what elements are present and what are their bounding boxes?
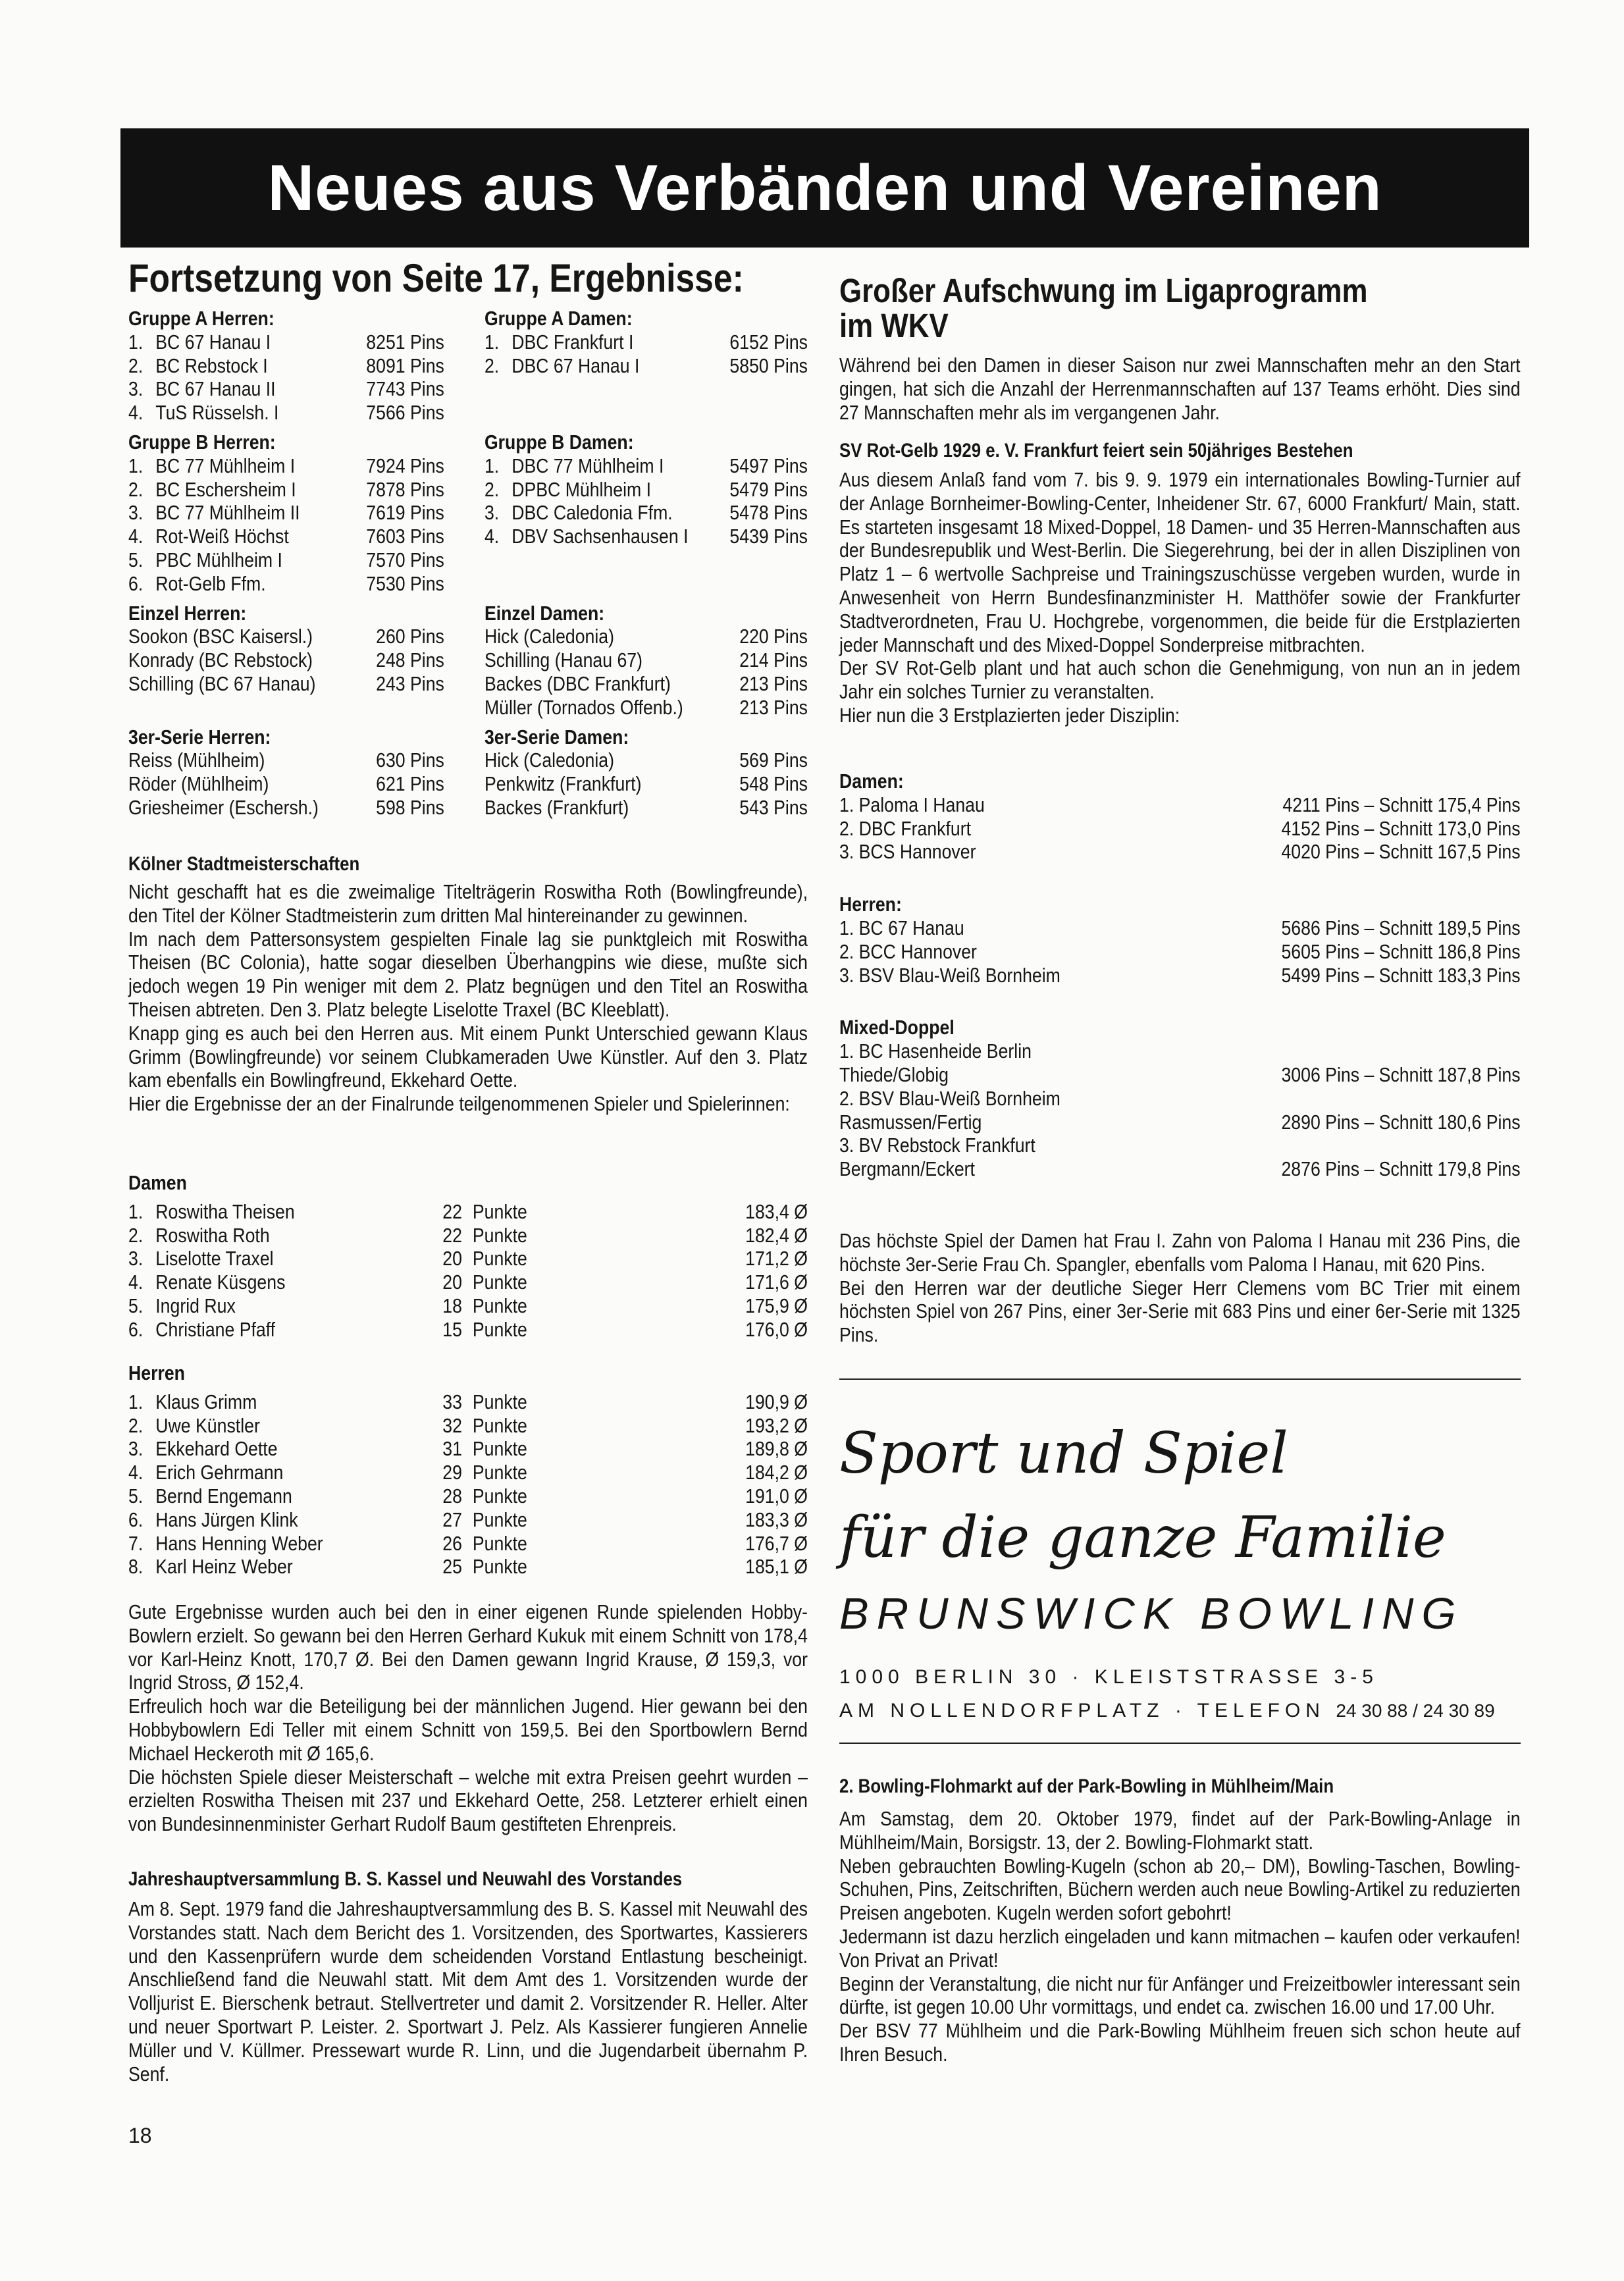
pins: 5850 Pins [729,354,808,377]
team-name: Rasmussen/Fertig [839,1110,982,1134]
pins: 5478 Pins [729,501,808,525]
table-row [839,1087,1521,1111]
table-row [485,501,808,525]
table-row [485,796,808,820]
rank: 3. [128,1247,144,1271]
rank: 2. [128,477,144,501]
paragraph: Der BSV 77 Mühlheim und die Park-Bowling Mühlheim freuen sich schon heute auf Ihren Besuch. [839,2019,1521,2066]
table-row [839,1157,1521,1181]
ad-phone: 24 30 88 / 24 30 89 [1336,1700,1495,1721]
page-number: 18 [128,2124,152,2147]
table-row [128,625,444,648]
group-title: Mixed-Doppel [839,1016,955,1039]
team-name: BC 67 Hanau II [155,377,276,401]
sv-closing-text [839,1229,1521,1347]
table-row [128,1484,808,1508]
results-group [128,431,444,596]
points: 32 [442,1413,462,1437]
rank: 4. [128,1271,144,1294]
koelner-more-text [128,1600,808,1836]
results-group [485,307,808,377]
player-name: Uwe Künstler [155,1413,260,1437]
result: 4152 Pins – Schnitt 173,0 Pins [1281,816,1521,840]
rank: 5. [128,1294,144,1317]
paragraph: Neben gebrauchten Bowling-Kugeln (schon ab 20,– DM), Bowling-Taschen, Bowling-Schuhen, Pins, Zeitschriften, Büchern werden auch neue Bowling-Artikel zu reduzierten Preisen angeboten. Kugeln werden sofort gebohrt! [839,1854,1521,1925]
pins: 543 Pins [739,795,808,819]
results-section [128,431,808,596]
results-group [128,725,444,820]
table-row [128,772,444,796]
results-group [485,725,808,820]
pins: 7570 Pins [366,548,444,571]
average: 183,3 Ø [745,1508,808,1531]
table-row [128,796,444,820]
team-name: DBC 77 Mühlheim I [511,454,664,477]
pins: 8251 Pins [366,330,444,354]
average: 171,6 Ø [745,1271,808,1294]
team-name: 1. BC Hasenheide Berlin [839,1039,1032,1063]
group-title: Herren: [839,893,902,916]
pins: 569 Pins [739,748,808,772]
points-unit: Punkte [472,1413,527,1437]
pins: 7878 Pins [366,477,444,501]
rank: 2. [128,354,144,377]
table-row [485,672,808,696]
sv-heading: SV Rot-Gelb 1929 e. V. Frankfurt feiert sein 50jähriges Bestehen [839,440,1353,461]
ad-brand: BRUNSWICK BOWLING [839,1589,1464,1639]
table-row [128,1271,808,1294]
koelner-heading: Kölner Stadtmeisterschaften [128,853,360,875]
rank: 4. [128,1461,144,1484]
banner-title: Neues aus Verbänden und Vereinen [267,151,1382,224]
points: 25 [442,1555,462,1579]
average: 191,0 Ø [745,1484,808,1508]
points-unit: Punkte [472,1271,527,1294]
results-group [485,602,808,720]
ad-address: 1000 BERLIN 30 · KLEISTSTRASSE 3-5 [839,1666,1378,1688]
points: 22 [442,1199,462,1223]
player-name: Klaus Grimm [155,1390,257,1413]
rank: 4. [128,401,144,425]
rank: 3. [128,377,144,401]
sv-results [839,770,1521,1181]
team-name: Sookon (BSC Kaisersl.) [128,625,313,648]
player-name: Renate Küsgens [155,1271,286,1294]
pins: 5479 Pins [729,477,808,501]
table-row [128,354,444,378]
player-name: Roswitha Roth [155,1223,270,1247]
player-name: Roswitha Theisen [155,1199,295,1223]
average: 183,4 Ø [745,1199,808,1223]
paragraph: Im nach dem Pattersonsystem gespielten Finale lag sie punktgleich mit Roswitha Theisen (BC Colonia), hatte sogar dieselben Überhangpins wie diese, mußte sich jedoch wegen 19 Pin weniger mit dem 2. Platz begnügen und den Titel an Roswitha Theisen abtreten. Den 3. Platz belegte Liselotte Traxel (BC Kleeblatt). [128,927,808,1021]
table-row [128,1532,808,1556]
points: 20 [442,1271,462,1294]
table-row [128,1224,808,1247]
points-unit: Punkte [472,1461,527,1484]
divider [839,1743,1521,1744]
pins: 630 Pins [376,748,444,772]
kassel-text [128,1897,808,2085]
average: 171,2 Ø [745,1247,808,1271]
wkv-text [839,354,1521,424]
ad-slogan-line2: für die ganze Familie [839,1505,1446,1571]
table-row [128,525,444,548]
average: 176,0 Ø [745,1317,808,1341]
team-name: DBC Frankfurt I [511,330,634,354]
pins: 213 Pins [739,671,808,695]
points: 22 [442,1223,462,1247]
result: 5499 Pins – Schnitt 183,3 Pins [1281,963,1521,987]
table-row [128,454,444,478]
pins: 7924 Pins [366,454,444,477]
table-row [485,748,808,772]
rank: 2. [484,354,500,377]
rank: 2. [128,1223,144,1247]
rank: 8. [128,1555,144,1579]
rank: 1. [128,1199,144,1223]
paragraph: Hier nun die 3 Erstplazierten jeder Disziplin: [839,703,1180,727]
flohmarkt-heading: 2. Bowling-Flohmarkt auf der Park-Bowling in Mühlheim/Main [839,1775,1334,1797]
points-unit: Punkte [472,1484,527,1508]
sv-text [839,468,1521,727]
results-section [128,602,808,720]
group-title: 3er-Serie Herren: [128,725,271,748]
results-group [839,770,1521,864]
player-name: Christiane Pfaff [155,1317,276,1341]
table-row [128,672,444,696]
player-name: Ingrid Rux [155,1294,236,1317]
table-row [128,1461,808,1484]
team-name: BC Rebstock I [155,354,268,377]
points-unit: Punkte [472,1437,527,1461]
average: 193,2 Ø [745,1413,808,1437]
rank: 1. [128,1390,144,1413]
results-group [839,893,1521,987]
pins: 598 Pins [376,795,444,819]
paragraph: Während bei den Damen in dieser Saison nur zwei Mannschaften mehr an den Start gingen, hat sich die Anzahl der Herrenmannschaften auf 137 Teams erhöht. Dies sind 27 Mannschaften mehr als im vergangenen Jahr. [839,354,1521,424]
group-title: Gruppe B Damen: [484,431,634,454]
table-row [128,548,444,572]
team-name: Schilling (BC 67 Hanau) [128,671,316,695]
divider [839,1378,1521,1380]
pins: 5497 Pins [729,454,808,477]
table-row [839,793,1521,817]
average: 190,9 Ø [745,1390,808,1413]
team-name: TuS Rüsselsh. I [155,401,279,425]
group-title: Damen: [839,770,904,793]
pins: 7530 Pins [366,571,444,595]
points: 26 [442,1531,462,1555]
table-row [128,1318,808,1342]
table-title: Herren [128,1361,185,1384]
points-unit: Punkte [472,1223,527,1247]
paragraph: Bei den Herren war der deutliche Sieger Herr Clemens vom BC Trier mit einem höchsten Spiel von 267 Pins, einer 3er-Serie mit 683 Pins und einer 6er-Serie mit 1325 Pins. [839,1276,1521,1347]
player-name: Karl Heinz Weber [155,1555,293,1579]
results-tables [128,307,808,820]
team-name: Hick (Caledonia) [484,625,615,648]
result: 2876 Pins – Schnitt 179,8 Pins [1281,1157,1521,1181]
table-row [839,1063,1521,1087]
points-unit: Punkte [472,1555,527,1579]
table-row [839,1039,1521,1063]
group-title: Gruppe A Herren: [128,307,275,330]
table-row [128,1390,808,1414]
results-section [128,307,808,425]
average: 189,8 Ø [745,1437,808,1461]
paragraph: Erfreulich hoch war die Beteiligung bei der männlichen Jugend. Hier gewann bei den Hobbybowlern Edi Teller mit einem Schnitt von 159,5. Bei den Sportbowlern Bernd Michael Heckeroth mit Ø 165,6. [128,1694,808,1765]
table-row [485,354,808,378]
result: 3006 Pins – Schnitt 187,8 Pins [1281,1062,1521,1086]
team-name: 1. BC 67 Hanau [839,916,964,939]
team-name: DBC Caledonia Ffm. [511,501,673,525]
pins: 260 Pins [376,625,444,648]
points-unit: Punkte [472,1508,527,1531]
wkv-heading: Großer Aufschwung im Ligaprogramm im WKV [839,272,1368,344]
table-row [128,1200,808,1224]
paragraph: Knapp ging es auch bei den Herren aus. Mit einem Punkt Unterschied gewann Klaus Grimm (Bowlingfreunde) vor seinem Clubkameraden Uwe Künstler. Auf den 3. Platz kam ebenfalls ein Bowlingfreund, Ekkehard Oette. [128,1021,808,1092]
team-name: Bergmann/Eckert [839,1157,975,1181]
paragraph: Jedermann ist dazu herzlich eingeladen und kann mitmachen – kaufen oder verkaufen! Von Privat an Privat! [839,1924,1521,1972]
paragraph: Die höchsten Spiele dieser Meisterschaft – welche mit extra Preisen geehrt wurden – erzielten Roswitha Theisen mit 237 und Ekkehard Oette, 258. Letzterer erhielt einen von Bundesinnenminister Gerhart Rudolf Baum gestifteten Ehrenpreis. [128,1765,808,1836]
team-name: Rot-Weiß Höchst [155,525,289,548]
ad-slogan-line1: Sport und Spiel [839,1421,1288,1486]
team-name: Backes (Frankfurt) [484,795,629,819]
paragraph: Am Samstag, dem 20. Oktober 1979, findet auf der Park-Bowling-Anlage in Mühlheim/Main, Borsigstr. 13, der 2. Bowling-Flohmarkt statt. [839,1807,1521,1854]
pins: 213 Pins [739,695,808,719]
right-column [839,0,1521,2281]
result: 5686 Pins – Schnitt 189,5 Pins [1281,916,1521,939]
pins: 6152 Pins [729,330,808,354]
rank: 6. [128,1508,144,1531]
paragraph: Gute Ergebnisse wurden auch bei den in einer eigenen Runde spielenden Hobby-Bowlern erzielt. So gewann bei den Herren Gerhard Kukuk mit einem Schnitt von 178,4 vor Karl-Heinz Knott, 170,7 Ø. Bei den Damen gewann Ingrid Krause, Ø 159,3, vor Ingrid Stross, Ø 152,4. [128,1600,808,1694]
rank: 3. [484,501,500,525]
table-row [485,696,808,720]
points: 33 [442,1390,462,1413]
average: 185,1 Ø [745,1555,808,1579]
points-unit: Punkte [472,1531,527,1555]
rank: 1. [128,454,144,477]
kassel-heading: Jahreshauptversammlung B. S. Kassel und Neuwahl des Vorstandes [128,1868,683,1890]
rank: 1. [484,454,500,477]
table-row [128,1294,808,1318]
paragraph: Nicht geschafft hat es die zweimalige Titelträgerin Roswitha Roth (Bowlingfreunde), den Titel der Kölner Stadtmeisterin zum dritten Mal hintereinander zu gewinnen. [128,880,808,927]
pins: 5439 Pins [729,525,808,548]
result: 5605 Pins – Schnitt 186,8 Pins [1281,939,1521,963]
rank: 1. [128,330,144,354]
team-name: 3. BV Rebstock Frankfurt [839,1134,1035,1157]
player-name: Ekkehard Oette [155,1437,278,1461]
points-unit: Punkte [472,1247,527,1271]
rank: 2. [128,1413,144,1437]
team-name: DBV Sachsenhausen I [511,525,689,548]
table-row [839,964,1521,987]
points: 15 [442,1317,462,1341]
table-row [128,748,444,772]
team-name: 1. Paloma I Hanau [839,793,985,816]
table-title: Damen [128,1171,187,1194]
points: 27 [442,1508,462,1531]
result: 4211 Pins – Schnitt 175,4 Pins [1282,793,1521,816]
team-name: Thiede/Globig [839,1062,949,1086]
points: 20 [442,1247,462,1271]
table-row [128,1555,808,1579]
team-name: BC 77 Mühlheim II [155,501,300,525]
team-name: Penkwitz (Frankfurt) [484,772,642,796]
table-row [485,478,808,502]
koelner-herren-table [128,1361,808,1579]
table-row [128,1508,808,1532]
team-name: 3. BSV Blau-Weiß Bornheim [839,963,1061,987]
team-name: BC Eschersheim I [155,477,296,501]
table-row [485,454,808,478]
pins: 7603 Pins [366,525,444,548]
team-name: Reiss (Mühlheim) [128,748,265,772]
table-row [485,772,808,796]
points-unit: Punkte [472,1390,527,1413]
rank: 2. [484,477,500,501]
average: 184,2 Ø [745,1461,808,1484]
average: 175,9 Ø [745,1294,808,1317]
points: 28 [442,1484,462,1508]
team-name: Griesheimer (Eschersh.) [128,795,319,819]
team-name: 3. BCS Hannover [839,840,976,864]
results-section [128,725,808,820]
team-name: Röder (Mühlheim) [128,772,269,796]
table-row [128,1437,808,1461]
rank: 4. [484,525,500,548]
table-row [839,1111,1521,1134]
team-name: Rot-Gelb Ffm. [155,571,266,595]
team-name: PBC Mühlheim I [155,548,282,571]
points: 31 [442,1437,462,1461]
table-row [128,501,444,525]
points: 29 [442,1461,462,1484]
team-name: 2. BCC Hannover [839,939,977,963]
player-name: Erich Gehrmann [155,1461,284,1484]
player-name: Hans Henning Weber [155,1531,323,1555]
group-title: Gruppe A Damen: [484,307,633,330]
pins: 548 Pins [739,772,808,796]
table-row [128,1414,808,1438]
rank: 5. [128,1484,144,1508]
table-row [839,940,1521,964]
results-group [839,1016,1521,1181]
paragraph: Der SV Rot-Gelb plant und hat auch schon die Genehmigung, von nun an in jedem Jahr ein solches Turnier zu veranstalten. [839,656,1521,704]
table-row [839,817,1521,841]
team-name: Konrady (BC Rebstock) [128,648,313,672]
pins: 621 Pins [376,772,444,796]
pins: 220 Pins [739,625,808,648]
paragraph: Aus diesem Anlaß fand vom 7. bis 9. 9. 1979 ein internationales Bowling-Turnier auf der Anlage Bornheimer-Bowling-Center, Inheidener Str. 67, 6000 Frankfurt/ Main, statt. Es starteten insgesamt 18 Mixed-Doppel, 18 Damen- und 35 Herren-Mannschaften aus der Bundesrepublik und West-Berlin. Die Siegerehrung, bei der in allen Disziplinen von Platz 1 – 6 wertvolle Sachpreise und Trainingszuschüsse vergeben wurden, wurde in Anwesenheit von Herrn Bundesfinanzminister H. Matthöfer sowie der Frankfurter Stadtverordneten, Frau U. Hochgrebe, vorgenommen, die beide für die Erstplazierten jeder Mannschaft und des Mixed-Doppel Sonderpreise mitbrachten. [839,468,1521,656]
average: 176,7 Ø [745,1531,808,1555]
table-row [485,525,808,548]
team-name: DBC 67 Hanau I [511,354,640,377]
rank: 1. [484,330,500,354]
paragraph: Am 8. Sept. 1979 fand die Jahreshauptversammlung des B. S. Kassel mit Neuwahl des Vorstandes statt. Nach dem Bericht des 1. Vorsitzenden, des Sportwartes, Kassierers und den Kassenprüfern wurde dem scheidenden Vorstand Entlastung bescheinigt. Anschließend fand die Neuwahl statt. Mit dem Amt des 1. Vorsitzenden wurde der Volljurist E. Bierschenk betraut. Stellvertreter und damit 2. Vorsitzender R. Heller. Alter und neuer Sportwart P. Leister. 2. Sportwart J. Pelz. Als Kassierer fungieren Annelie Müller und V. Küllmer. Pressewart wurde R. Linn, und die Jugendarbeit übernahm P. Senf. [128,1897,808,2085]
team-name: DPBC Mühlheim I [511,477,652,501]
rank: 3. [128,1437,144,1461]
table-row [839,916,1521,940]
rank: 6. [128,571,144,595]
table-row [128,330,444,354]
koelner-text [128,880,808,1116]
group-title: Einzel Damen: [484,601,605,625]
ad-address-2 [839,1698,1495,1724]
results-group [128,307,444,425]
group-title: Einzel Herren: [128,601,247,625]
rank: 5. [128,548,144,571]
pins: 214 Pins [739,648,808,672]
team-name: BC 67 Hanau I [155,330,271,354]
result: 4020 Pins – Schnitt 167,5 Pins [1281,840,1521,864]
team-name: BC 77 Mühlheim I [155,454,296,477]
table-row [839,1134,1521,1157]
group-title: Gruppe B Herren: [128,431,276,454]
results-group [485,431,808,548]
rank: 6. [128,1317,144,1341]
pins: 8091 Pins [366,354,444,377]
table-row [128,572,444,596]
team-name: Schilling (Hanau 67) [484,648,643,672]
average: 182,4 Ø [745,1223,808,1247]
table-row [128,377,444,401]
left-column [128,0,808,2281]
pins: 248 Pins [376,648,444,672]
table-row [485,330,808,354]
table-row [485,625,808,648]
table-row [485,648,808,672]
player-name: Hans Jürgen Klink [155,1508,298,1531]
flohmarkt-text [839,1807,1521,2066]
team-name: Hick (Caledonia) [484,748,615,772]
points-unit: Punkte [472,1294,527,1317]
points-unit: Punkte [472,1317,527,1341]
koelner-damen-table [128,1171,808,1342]
rank: 7. [128,1531,144,1555]
team-name: 2. BSV Blau-Weiß Bornheim [839,1086,1061,1110]
team-name: Müller (Tornados Offenb.) [484,695,683,719]
table-row [128,648,444,672]
pins: 7619 Pins [366,501,444,525]
group-title: 3er-Serie Damen: [484,725,629,748]
table-row [128,1247,808,1271]
table-row [839,840,1521,864]
player-name: Liselotte Traxel [155,1247,274,1271]
paragraph: Beginn der Veranstaltung, die nicht nur für Anfänger und Freizeitbowler interessant sein dürfte, ist gegen 10.00 Uhr vormittags, und endet ca. zwischen 16.00 und 17.00 Uhr. [839,1972,1521,2019]
table-row [128,478,444,502]
pins: 7566 Pins [366,401,444,425]
paragraph: Hier die Ergebnisse der an der Finalrunde teilgenommenen Spieler und Spielerinnen: [128,1092,790,1116]
rank: 4. [128,525,144,548]
pins: 7743 Pins [366,377,444,401]
results-heading: Fortsetzung von Seite 17, Ergebnisse: [128,256,744,300]
result: 2890 Pins – Schnitt 180,6 Pins [1281,1110,1521,1134]
points: 18 [442,1294,462,1317]
table-row [128,401,444,425]
player-name: Bernd Engemann [155,1484,292,1508]
points-unit: Punkte [472,1199,527,1223]
team-name: 2. DBC Frankfurt [839,816,972,840]
pins: 243 Pins [376,671,444,695]
rank: 3. [128,501,144,525]
paragraph: Das höchste Spiel der Damen hat Frau I. Zahn von Paloma I Hanau mit 236 Pins, die höchste 3er-Serie Frau Ch. Spangler, ebenfalls vom Paloma I Hanau, mit 620 Pins. [839,1229,1521,1276]
team-name: Backes (DBC Frankfurt) [484,671,671,695]
ad-address-label: AM NOLLENDORFPLATZ · TELEFON [839,1700,1325,1721]
results-group [128,602,444,696]
